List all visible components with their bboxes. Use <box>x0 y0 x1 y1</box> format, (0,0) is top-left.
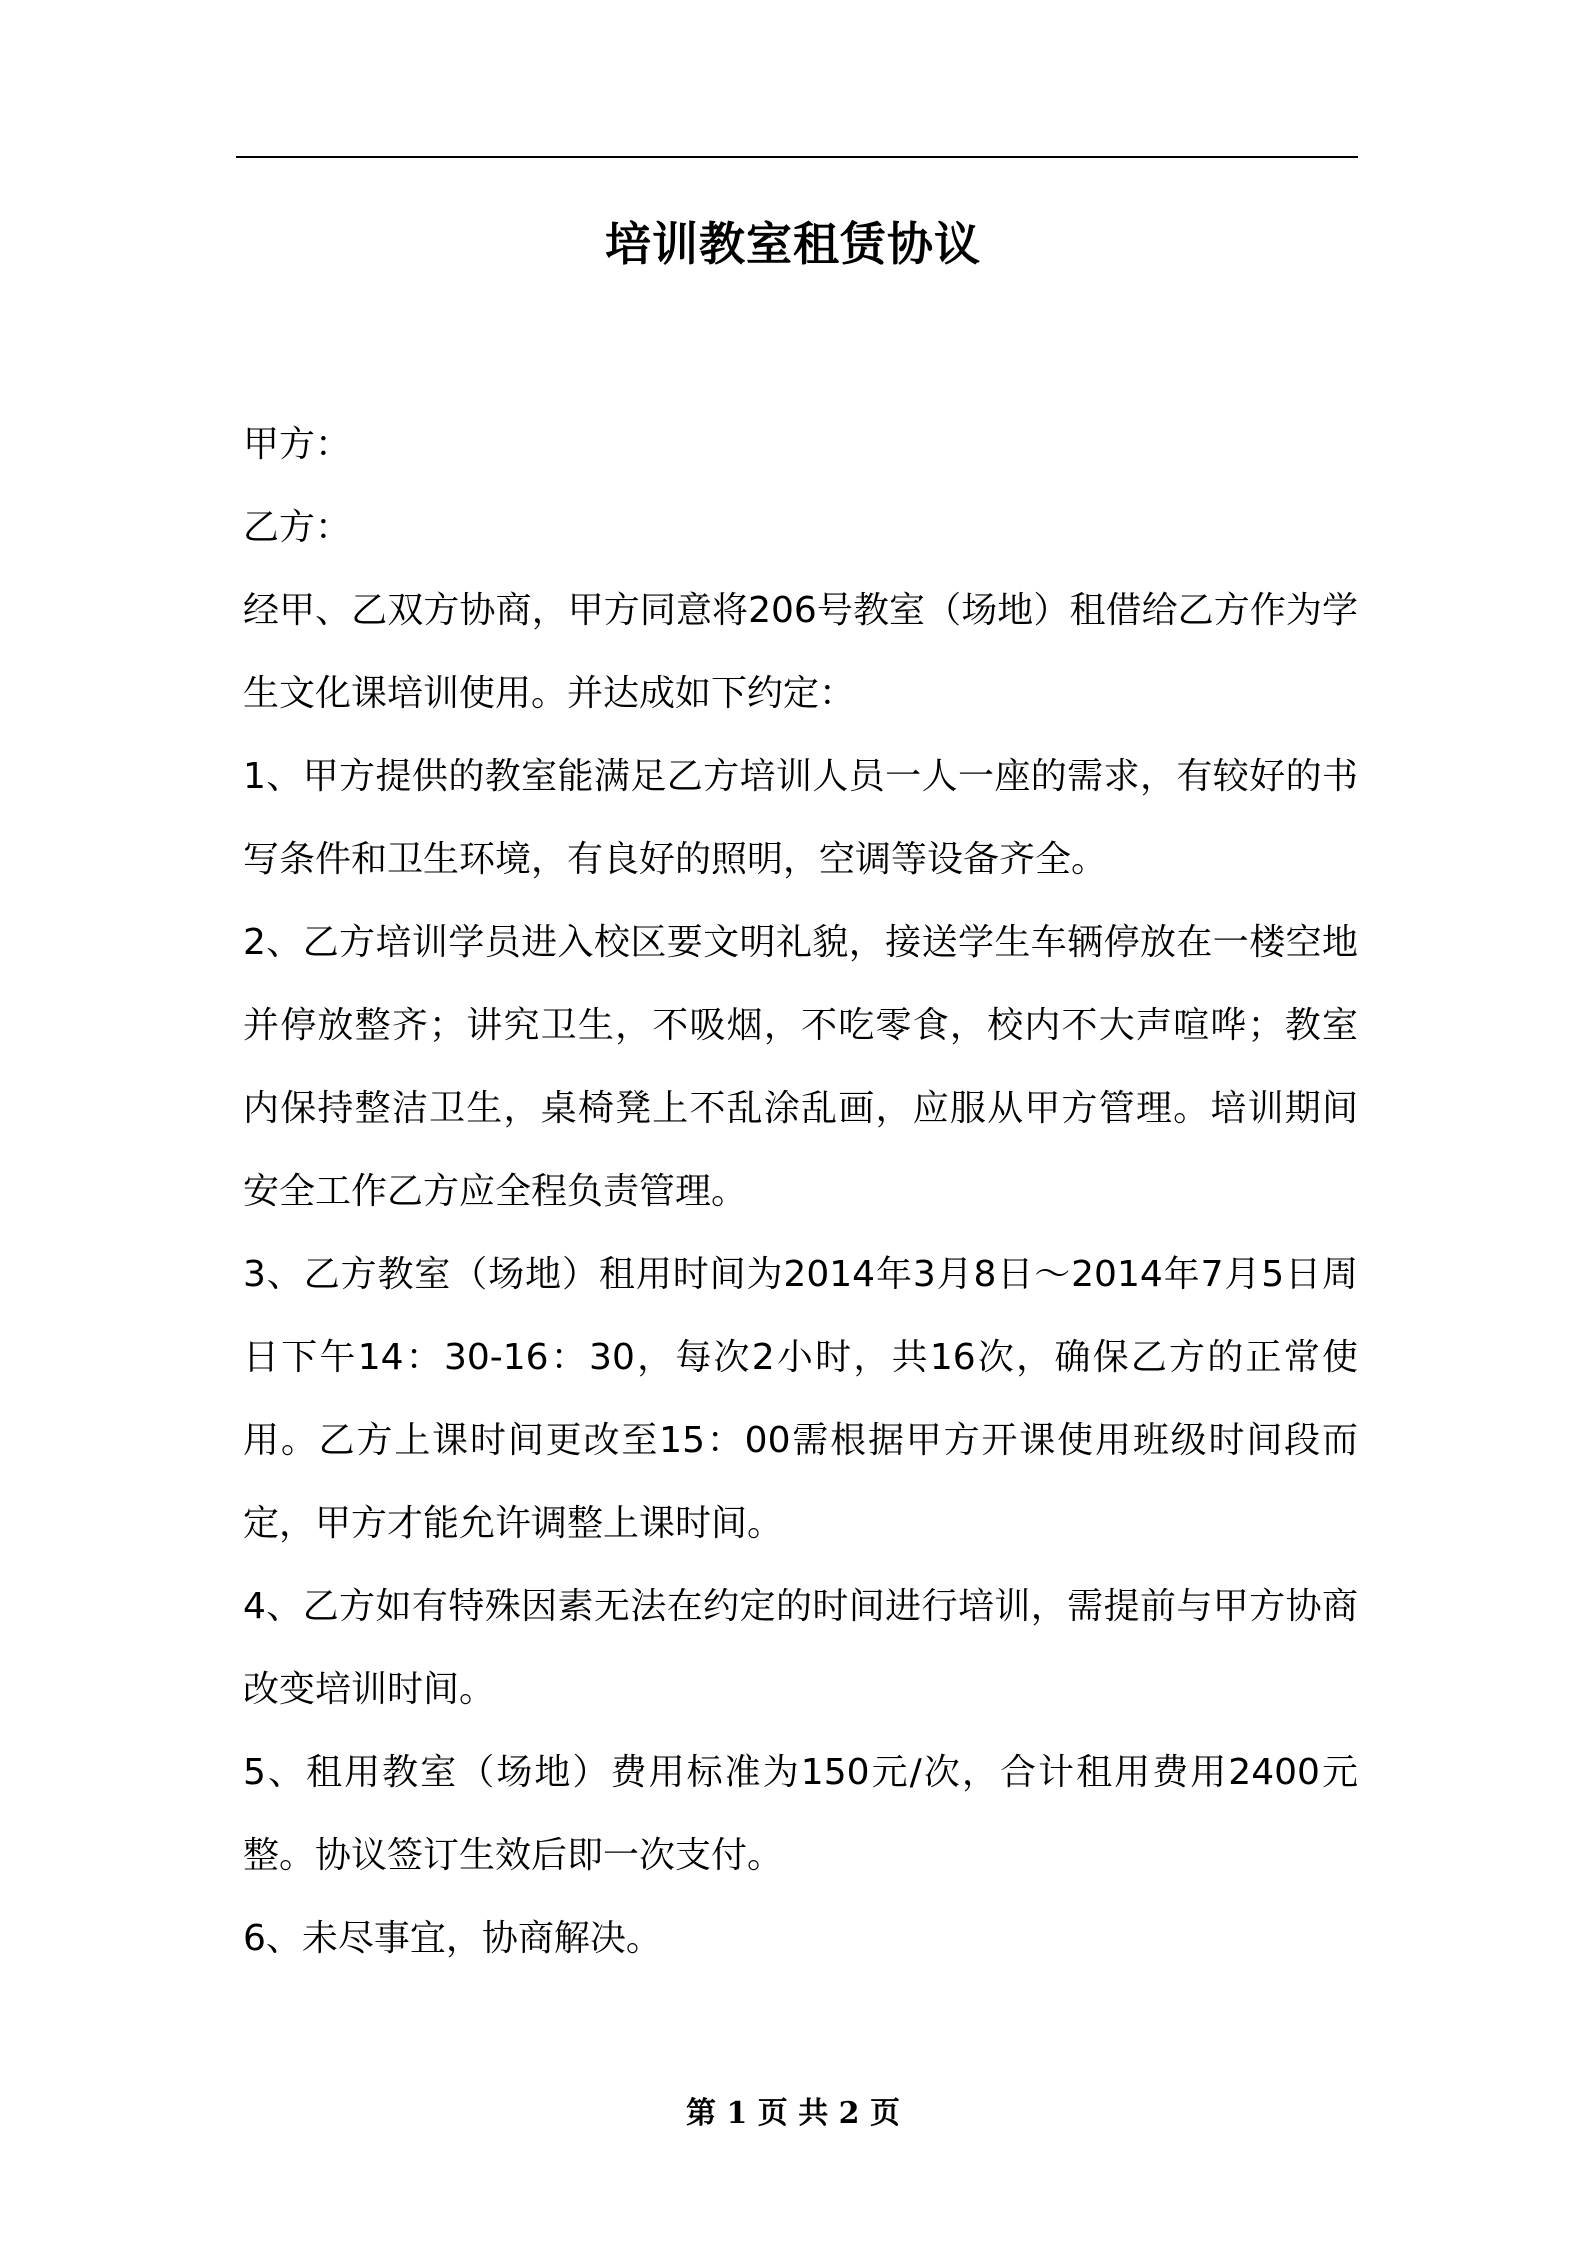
clause-4: 4、乙方如有特殊因素无法在约定的时间进行培训，需提前与甲方协商改变培训时间。 <box>243 1586 1358 1710</box>
clause-5: 5、租用教室（场地）费用标准为150元/次，合计租用费用2400元整。协议签订生效后即一次支付。 <box>243 1752 1358 1876</box>
clause-6: 6、未尽事宜，协商解决。 <box>243 1918 662 1959</box>
clause-2: 2、乙方培训学员进入校区要文明礼貌，接送学生车辆停放在一楼空地并停放整齐；讲究卫生，不吸烟，不吃零食，校内不大声喧哗；教室内保持整洁卫生，桌椅凳上不乱涂乱画，应服从甲方管理。培训期间安全工作乙方应全程负责管理。 <box>243 922 1358 1212</box>
intro-paragraph: 经甲、乙双方协商，甲方同意将206号教室（场地）租借给乙方作为学生文化课培训使用。并达成如下约定： <box>243 590 1358 714</box>
clause-1: 1、甲方提供的教室能满足乙方培训人员一人一座的需求，有较好的书写条件和卫生环境，有良好的照明，空调等设备齐全。 <box>243 756 1358 880</box>
party-a-line: 甲方： <box>243 424 352 465</box>
document-body <box>243 403 1358 1980</box>
header-divider <box>236 156 1358 158</box>
clause-3: 3、乙方教室（场地）租用时间为2014年3月8日～2014年7月5日周日下午14：30-16：30，每次2小时，共16次，确保乙方的正常使用。乙方上课时间更改至15：00需根据甲方开课使用班级时间段而定，甲方才能允许调整上课时间。 <box>243 1254 1358 1544</box>
document-title: 培训教室租赁协议 <box>605 217 981 271</box>
party-b-line: 乙方： <box>243 507 352 548</box>
page-number-footer: 第 1 页 共 2 页 <box>686 2096 900 2131</box>
